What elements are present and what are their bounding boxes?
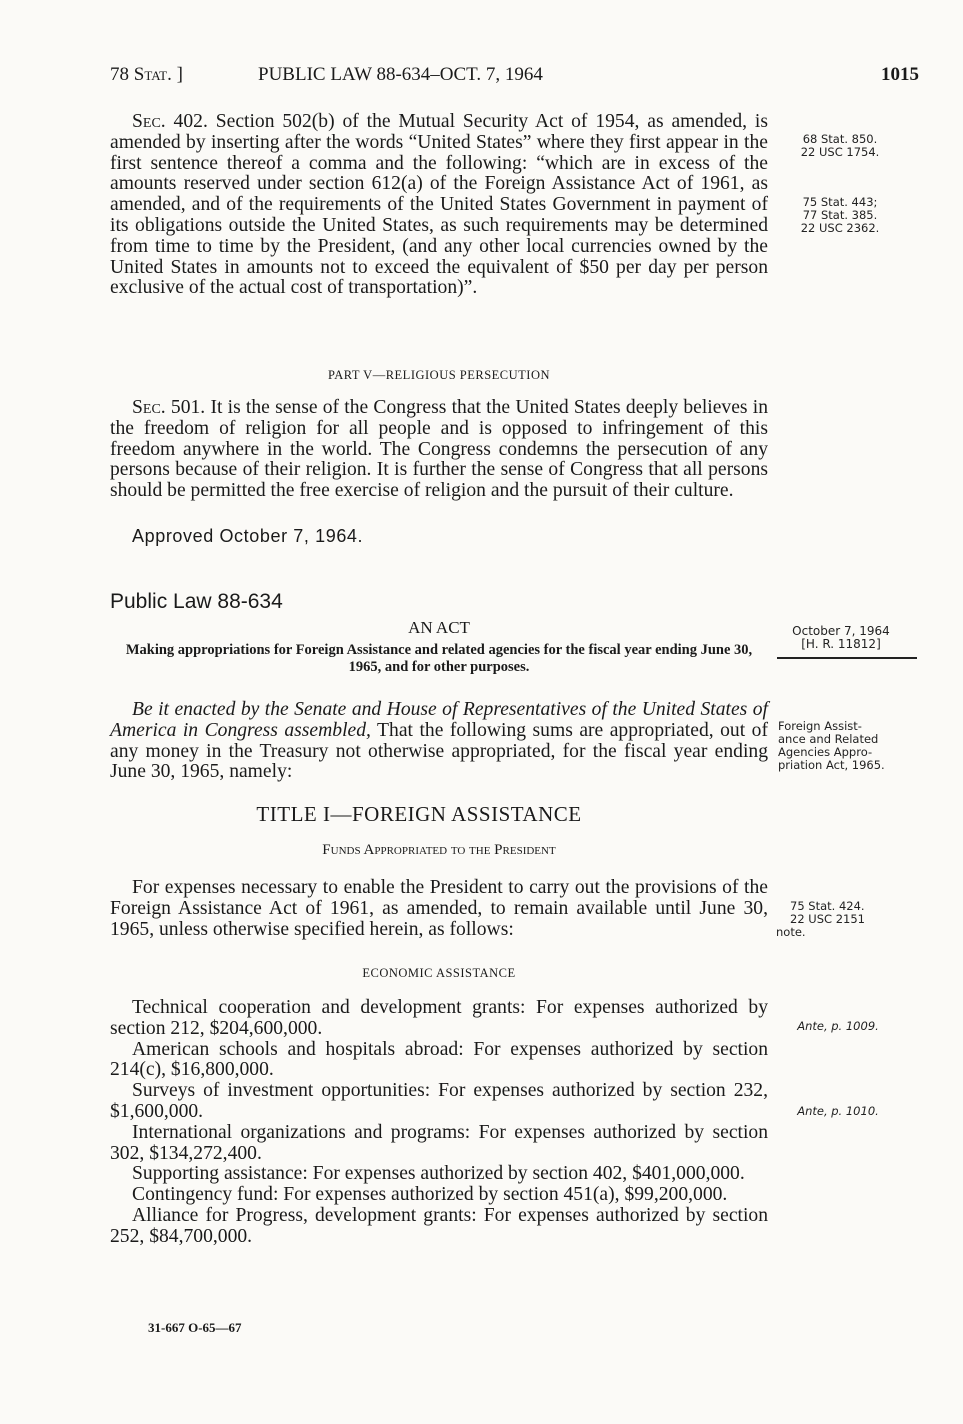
an-act-heading: AN ACT <box>408 618 470 637</box>
appropriation-item: Contingency fund: For expenses authorized by section 451(a), $99,200,000. <box>132 1184 728 1206</box>
appropriation-item: Technical cooperation and development grants: For expenses authorized by section 212, $204,600,000. <box>110 997 768 1039</box>
sec-501-text: It is the sense of the Congress that the United States deeply believes in the freedom of religion for all people and is opposed to infringement of this freedom anywhere in the world. The Congress condemns the persecution of any persons because of their religion. It is further the sense of Congress that all persons should be permitted the free exercise of religion and the pursuit of their culture. <box>110 397 769 502</box>
sec-402-text: Section 502(b) of the Mutual Security Act of 1954, as amended, is amended by inserting after the words “United States” where they first appear in the first sentence thereof a comma and the following: “which are in excess of the amounts reserved under section 612(a) of the Foreign Assistance Act of 1961, as amended, and of the requirements of the United States Government in payment of its obligations outside the United States, as such requirements may be determined from time to time by the President, (and any other local currencies owned by the United States in amounts not to exceed the equivalent of $50 per day per person exclusive of the actual cost of transportation)”. <box>110 111 768 299</box>
margin-note-ante-1009: Ante, p. 1009. <box>797 1019 879 1033</box>
title-i-intro <box>110 878 768 940</box>
margin-note-short-title <box>778 720 918 772</box>
appropriation-item: Alliance for Progress, development grants: For expenses authorized by section 252, $84,700,000. <box>110 1204 768 1247</box>
title-i-intro-text: For expenses necessary to enable the President to carry out the provisions of the Foreign Assistance Act of 1961, as amended, to remain available until June 30, 1965, unless otherwise specified herein, as follows: <box>110 877 768 940</box>
margin-note-line: 22 USC 2362. <box>800 221 880 235</box>
margin-note-line: Agencies Appro- <box>778 745 873 759</box>
header-stat: 78 Stat. ] <box>110 64 183 85</box>
enacting-rest: That the following sums are appropriated, out of any money in the Treasury not otherwise appropriated, for the fiscal year ending June 30, 1965, namely: <box>110 719 768 783</box>
margin-note-line: priation Act, 1965. <box>778 758 885 772</box>
margin-note-line: [H. R. 11812] <box>801 637 881 651</box>
part-v-heading: PART V—RELIGIOUS PERSECUTION <box>327 368 551 382</box>
header-law-title: PUBLIC LAW 88-634–OCT. 7, 1964 <box>258 64 543 85</box>
margin-note-line: ance and Related <box>778 732 879 746</box>
printer-code: 31-667 O-65—67 <box>148 1320 242 1335</box>
margin-note-date-hr <box>776 625 906 651</box>
margin-rule <box>777 657 917 659</box>
section-402 <box>110 112 768 299</box>
margin-note-line: 75 Stat. 424. <box>790 899 865 913</box>
enacting-clause <box>110 700 768 783</box>
appropriation-item: Supporting assistance: For expenses authorized by section 402, $401,000,000. <box>132 1163 745 1185</box>
margin-note-75-stat <box>770 196 910 235</box>
margin-note-line: note. <box>776 925 806 939</box>
page-number: 1015 <box>881 64 919 85</box>
margin-note-line: 22 USC 1754. <box>800 145 880 159</box>
appropriation-item: Surveys of investment opportunities: For expenses authorized by section 232, $1,600,000. <box>110 1080 768 1122</box>
title-i-heading: TITLE I—FOREIGN ASSISTANCE <box>256 802 582 826</box>
margin-note-line: Foreign Assist- <box>778 719 862 733</box>
enacting-italic: Be it enacted by the Senate and House of Representatives of the United States of America in Congress assembled, <box>110 699 768 741</box>
funds-subheading: Funds Appropriated to the President <box>322 842 556 858</box>
sec-501-label: Sec. 501. <box>132 397 206 418</box>
act-caption: Making appropriations for Foreign Assistance and related agencies for the fiscal year ending June 30, 1965, and for other purposes. <box>125 642 753 675</box>
margin-note-line: 77 Stat. 385. <box>802 208 878 222</box>
economic-assistance-heading: ECONOMIC ASSISTANCE <box>362 966 516 980</box>
margin-note-68-stat <box>770 133 910 159</box>
appropriation-item: American schools and hospitals abroad: For expenses authorized by section 214(c), $16,800,000. <box>110 1038 768 1081</box>
margin-note-line: October 7, 1964 <box>792 624 890 638</box>
margin-note-line: 75 Stat. 443; <box>802 195 878 209</box>
section-501 <box>110 398 768 502</box>
public-law-number: Public Law 88-634 <box>110 590 283 613</box>
approved-date: Approved October 7, 1964. <box>132 526 364 546</box>
margin-note-line: 22 USC 2151 <box>790 912 865 926</box>
margin-note-line: 68 Stat. 850. <box>802 132 878 146</box>
margin-note-75-stat-424 <box>776 900 916 939</box>
appropriation-items <box>110 998 768 1248</box>
appropriation-item: International organizations and programs: For expenses authorized by section 302, $134,272,400. <box>110 1121 768 1164</box>
margin-note-ante-1010: Ante, p. 1010. <box>797 1104 879 1118</box>
sec-402-label: Sec. 402. <box>132 111 208 132</box>
